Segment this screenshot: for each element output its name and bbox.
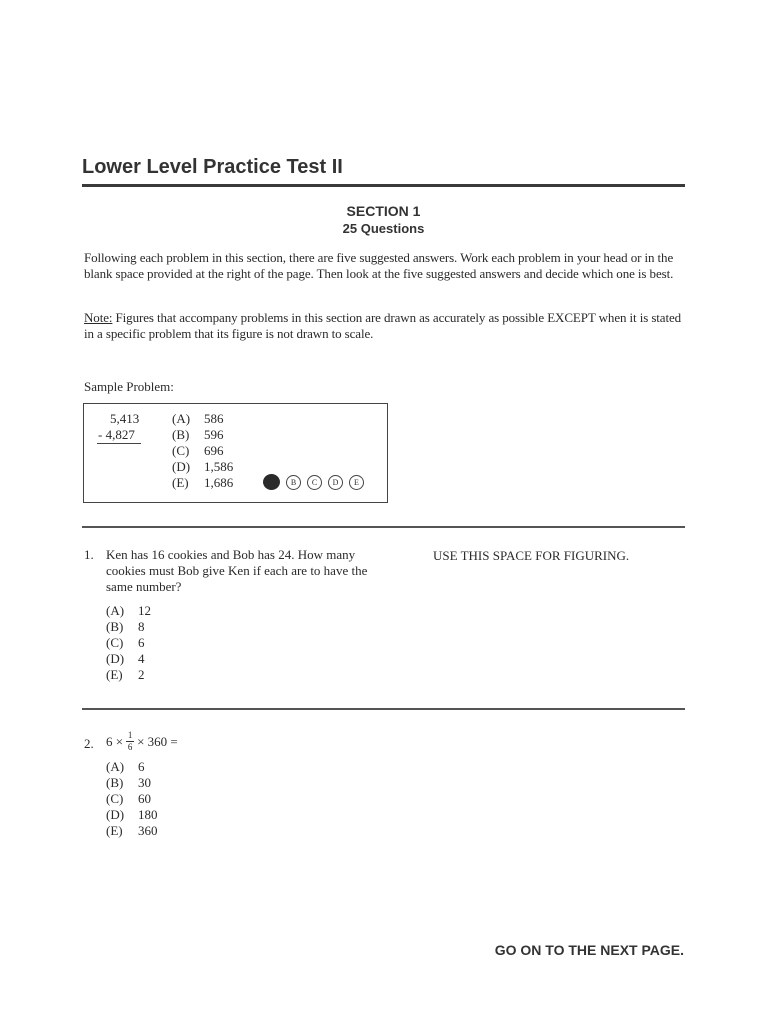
bubble-b[interactable]: B	[286, 475, 301, 490]
choice[interactable]: (B) 30	[106, 775, 151, 790]
page-title: Lower Level Practice Test II	[82, 156, 343, 178]
figuring-space-label: USE THIS SPACE FOR FIGURING.	[433, 548, 630, 563]
section-heading	[82, 203, 685, 237]
bubble-a-filled[interactable]	[263, 474, 280, 490]
choice[interactable]: (C) 6	[106, 635, 145, 650]
choice[interactable]: (D) 4	[106, 651, 145, 666]
question-1-text: Ken has 16 cookies and Bob has 24. How many cookies must Bob give Ken if each are to have the same number?	[106, 547, 368, 594]
section-name: SECTION 1	[346, 203, 421, 219]
divider-1	[82, 526, 685, 528]
sample-minuend: 5,413	[110, 411, 140, 426]
fraction-denominator: 6	[127, 742, 133, 752]
question-1-number: 1.	[84, 547, 94, 562]
bubble-e[interactable]: E	[349, 475, 364, 490]
bubble-c[interactable]: C	[307, 475, 322, 490]
question-2-number: 2.	[84, 736, 94, 751]
directions-paragraph: Following each problem in this section, there are five suggested answers. Work each problem in your head or in the blank space provided at the right of the page. Then look at the five suggested answers and decide which one is best.	[84, 250, 674, 281]
choice[interactable]: (B) 8	[106, 619, 145, 634]
go-on-next-page: GO ON TO THE NEXT PAGE.	[494, 942, 684, 958]
sample-choice: (E) 1,686	[172, 475, 234, 490]
fraction-numerator: 1	[127, 730, 133, 740]
sample-choices	[172, 411, 233, 491]
note-text: Figures that accompany problems in this section are drawn as accurately as possible EXCEPT when it is stated in a specific problem that its figure is not drawn to scale.	[84, 310, 682, 341]
question-1-choices	[106, 603, 151, 683]
sample-choice: (A) 586	[172, 411, 224, 426]
sample-choice: (B) 596	[172, 427, 224, 442]
question-2-expression	[106, 731, 178, 752]
expr-prefix: 6 ×	[106, 733, 124, 749]
answer-bubbles	[263, 474, 364, 490]
fraction	[126, 731, 134, 752]
title-divider	[82, 184, 685, 187]
divider-2	[82, 708, 685, 710]
sample-problem-label: Sample Problem:	[84, 379, 174, 394]
choice[interactable]: (A) 12	[106, 603, 151, 618]
choice[interactable]: (E) 2	[106, 667, 145, 682]
question-2-choices	[106, 759, 158, 839]
note-label: Note:	[84, 310, 113, 325]
sample-choice: (C) 696	[172, 443, 224, 458]
choice[interactable]: (E) 360	[106, 823, 158, 838]
question-count: 25 Questions	[342, 221, 425, 236]
subtraction-line	[97, 443, 141, 444]
choice[interactable]: (D) 180	[106, 807, 158, 822]
sample-subtrahend: - 4,827	[98, 427, 135, 442]
bubble-d[interactable]: D	[328, 475, 343, 490]
sample-choice: (D) 1,586	[172, 459, 234, 474]
choice[interactable]: (A) 6	[106, 759, 145, 774]
note-paragraph	[84, 310, 688, 342]
choice[interactable]: (C) 60	[106, 791, 151, 806]
expr-suffix: × 360 =	[137, 733, 178, 749]
